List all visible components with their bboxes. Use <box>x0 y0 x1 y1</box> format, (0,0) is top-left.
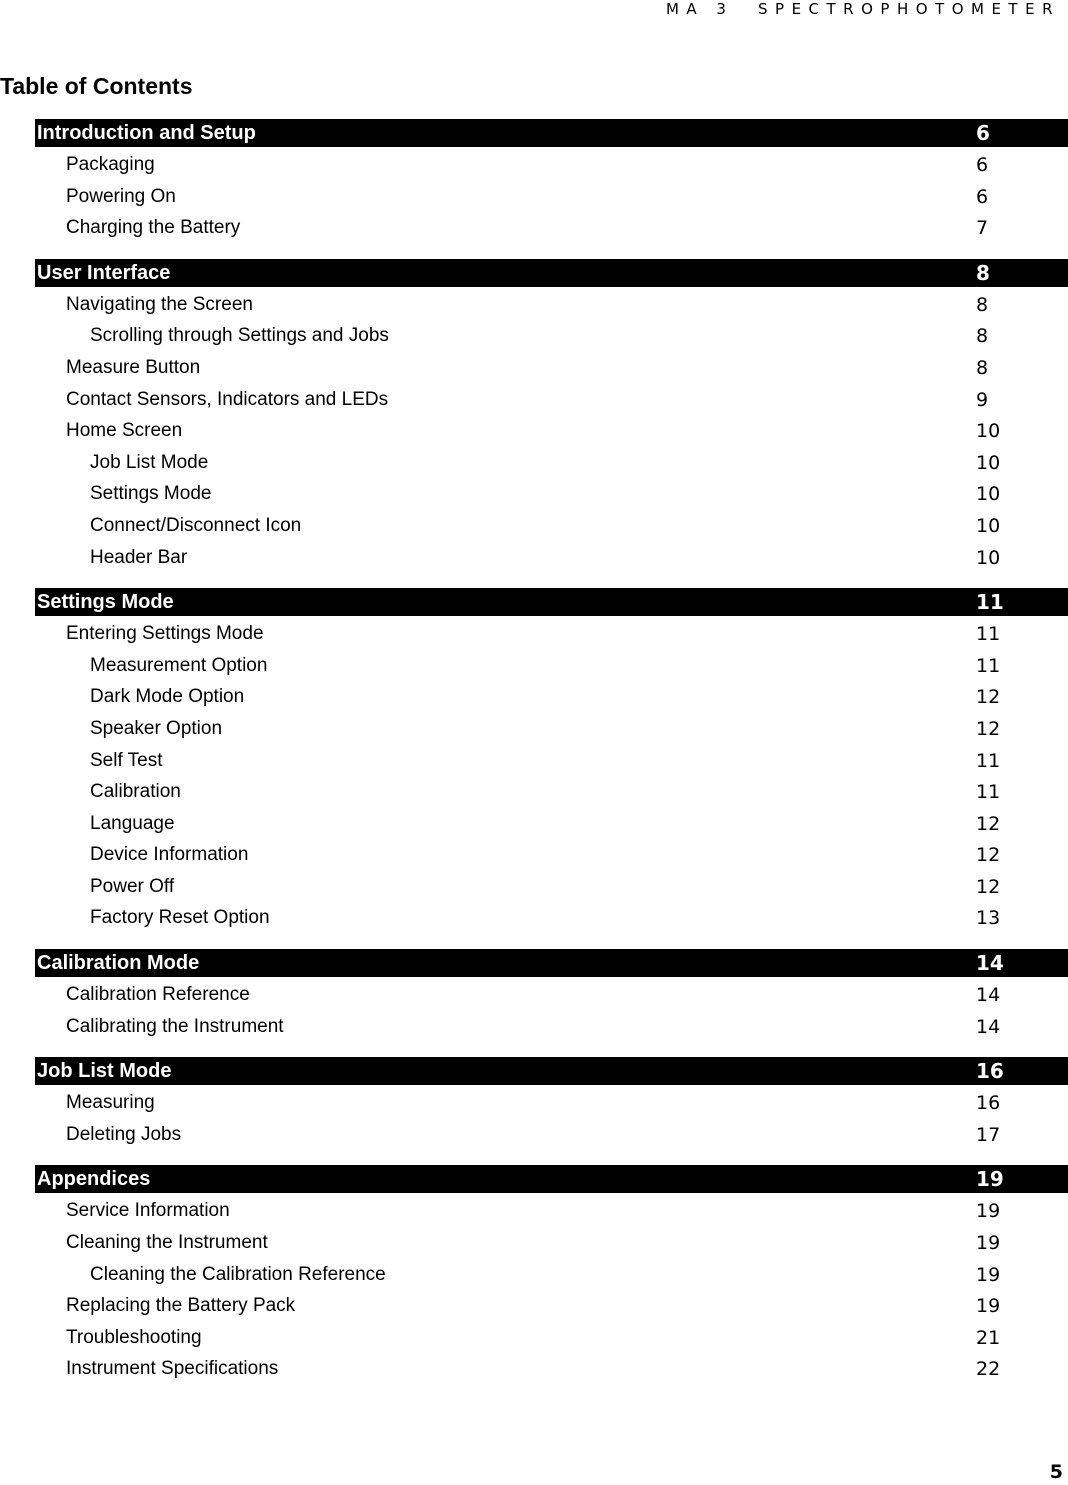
toc-entry-page: 14 <box>976 984 1001 1007</box>
toc-entry-page: 6 <box>976 185 989 208</box>
toc-entry[interactable] <box>35 1120 1068 1152</box>
section-heading-page: 19 <box>976 1167 1004 1192</box>
toc-entry[interactable] <box>35 416 1068 448</box>
section-heading-bar[interactable] <box>35 949 1068 977</box>
toc-entry-page: 16 <box>976 1092 1001 1115</box>
toc-entry-title: Dark Mode Option <box>90 686 245 708</box>
toc-entry[interactable] <box>35 1088 1068 1120</box>
section-entries <box>35 287 1068 574</box>
toc-entry-page: 21 <box>976 1326 1001 1349</box>
toc-entry-page: 12 <box>976 844 1001 867</box>
toc-entry-page: 19 <box>976 1295 1001 1318</box>
toc-section <box>35 119 1068 245</box>
toc-entry-title: Cleaning the Calibration Reference <box>90 1263 386 1285</box>
toc-entry-page: 8 <box>976 293 989 316</box>
toc-entry[interactable] <box>35 543 1068 575</box>
toc-entry-page: 19 <box>976 1263 1001 1286</box>
toc-entry[interactable] <box>35 213 1068 245</box>
running-header: MA 3 SPECTROPHOTOMETER <box>665 0 1060 18</box>
toc-entry-page: 10 <box>976 420 1001 443</box>
toc-entry-page: 19 <box>976 1200 1001 1223</box>
section-heading-bar[interactable] <box>35 1057 1068 1085</box>
toc-entry-page: 10 <box>976 451 1001 474</box>
toc-entry[interactable] <box>35 872 1068 904</box>
toc-entry-page: 12 <box>976 875 1001 898</box>
toc-entry-title: Job List Mode <box>90 451 209 473</box>
toc-entry-title: Power Off <box>90 875 175 897</box>
toc-entry[interactable] <box>35 448 1068 480</box>
toc-entry-title: Language <box>90 812 175 834</box>
toc-entry-title: Calibration <box>90 781 181 803</box>
toc-entry[interactable] <box>35 321 1068 353</box>
section-heading-title: Job List Mode <box>37 1060 172 1083</box>
toc-entry-page: 11 <box>976 623 1001 646</box>
toc-entry-title: Header Bar <box>90 546 188 568</box>
toc-section <box>35 1165 1068 1386</box>
toc-section <box>35 259 1068 574</box>
toc-entry[interactable] <box>35 385 1068 417</box>
section-heading-title: Settings Mode <box>37 591 174 614</box>
toc-entry-title: Self Test <box>90 749 163 771</box>
section-heading-page: 16 <box>976 1059 1004 1084</box>
section-heading-bar[interactable] <box>35 259 1068 287</box>
toc-entry[interactable] <box>35 651 1068 683</box>
toc-entry-title: Calibration Reference <box>66 984 250 1006</box>
toc-entry-page: 19 <box>976 1232 1001 1255</box>
toc-entry-page: 12 <box>976 717 1001 740</box>
toc-entry-title: Replacing the Battery Pack <box>66 1295 296 1317</box>
toc-entry-page: 12 <box>976 686 1001 709</box>
toc-entry[interactable] <box>35 980 1068 1012</box>
toc-entry-page: 14 <box>976 1015 1001 1038</box>
toc-entry-title: Charging the Battery <box>66 217 241 239</box>
toc-entry[interactable] <box>35 1260 1068 1292</box>
toc-entry[interactable] <box>35 809 1068 841</box>
toc-entry-title: Entering Settings Mode <box>66 623 264 645</box>
toc-entry[interactable] <box>35 682 1068 714</box>
toc-entry[interactable] <box>35 353 1068 385</box>
toc-section <box>35 949 1068 1043</box>
toc-entry-page: 11 <box>976 749 1001 772</box>
toc-entry[interactable] <box>35 1291 1068 1323</box>
toc-entry-page: 11 <box>976 654 1001 677</box>
toc-entry-title: Instrument Specifications <box>66 1358 279 1380</box>
section-heading-title: Appendices <box>37 1168 151 1191</box>
section-entries <box>35 1085 1068 1151</box>
toc-entry-page: 22 <box>976 1358 1001 1381</box>
toc-entry-page: 11 <box>976 781 1001 804</box>
toc-entry-title: Home Screen <box>66 420 183 442</box>
section-entries <box>35 147 1068 245</box>
toc-entry-page: 17 <box>976 1123 1001 1146</box>
page-number: 5 <box>1049 1461 1063 1483</box>
section-heading-bar[interactable] <box>35 588 1068 616</box>
toc-entry-title: Contact Sensors, Indicators and LEDs <box>66 388 389 410</box>
toc-entry-title: Service Information <box>66 1200 230 1222</box>
section-heading-page: 8 <box>976 260 990 285</box>
toc-entry-page: 10 <box>976 514 1001 537</box>
section-heading-page: 11 <box>976 590 1004 615</box>
toc-title: Table of Contents <box>0 73 193 99</box>
toc-entry-page: 7 <box>976 217 989 240</box>
section-heading-bar[interactable] <box>35 119 1068 147</box>
table-of-contents <box>35 119 1068 1400</box>
section-entries <box>35 616 1068 935</box>
section-entries <box>35 977 1068 1043</box>
toc-entry-page: 6 <box>976 154 989 176</box>
toc-entry-title: Settings Mode <box>90 483 212 505</box>
toc-entry-title: Factory Reset Option <box>90 907 270 929</box>
toc-entry[interactable] <box>35 746 1068 778</box>
toc-section <box>35 1057 1068 1151</box>
toc-entry-title: Deleting Jobs <box>66 1123 182 1145</box>
toc-entry[interactable] <box>35 777 1068 809</box>
section-heading-bar[interactable] <box>35 1165 1068 1193</box>
toc-entry-page: 10 <box>976 546 1001 569</box>
toc-entry[interactable] <box>35 290 1068 322</box>
toc-entry[interactable] <box>35 903 1068 935</box>
toc-entry-page: 8 <box>976 325 989 348</box>
toc-entry[interactable] <box>35 150 1068 182</box>
toc-entry-title: Calibrating the Instrument <box>66 1015 284 1037</box>
section-heading-title: Calibration Mode <box>37 952 200 975</box>
toc-entry[interactable] <box>35 1354 1068 1386</box>
toc-entry-title: Powering On <box>66 185 176 207</box>
toc-entry-title: Speaker Option <box>90 717 223 739</box>
toc-entry-title: Device Information <box>90 844 249 866</box>
toc-entry-title: Troubleshooting <box>66 1326 202 1348</box>
toc-entry-title: Measurement Option <box>90 654 268 676</box>
section-heading-title: User Interface <box>37 261 171 284</box>
toc-entry-title: Measure Button <box>66 356 201 378</box>
toc-entry-page: 10 <box>976 483 1001 506</box>
toc-entry-title: Connect/Disconnect Icon <box>90 514 302 536</box>
toc-entry[interactable] <box>35 840 1068 872</box>
toc-entry-page: 12 <box>976 812 1001 835</box>
section-heading-page: 6 <box>976 121 990 145</box>
toc-entry-title: Navigating the Screen <box>66 293 253 315</box>
toc-entry-title: Packaging <box>66 154 155 175</box>
toc-entry[interactable] <box>35 714 1068 746</box>
toc-entry[interactable] <box>35 1196 1068 1228</box>
toc-entry-page: 8 <box>976 356 989 379</box>
toc-section <box>35 588 1068 935</box>
toc-entry-title: Measuring <box>66 1092 155 1114</box>
toc-entry[interactable] <box>35 1228 1068 1260</box>
toc-entry[interactable] <box>35 1323 1068 1355</box>
section-heading-title: Introduction and Setup <box>37 122 256 144</box>
toc-entry-page: 13 <box>976 907 1001 930</box>
toc-entry-page: 9 <box>976 388 989 411</box>
section-entries <box>35 1193 1068 1386</box>
toc-entry-title: Cleaning the Instrument <box>66 1232 268 1254</box>
toc-entry[interactable] <box>35 1012 1068 1044</box>
toc-entry[interactable] <box>35 479 1068 511</box>
section-heading-page: 14 <box>976 951 1004 976</box>
toc-entry-title: Scrolling through Settings and Jobs <box>90 325 389 347</box>
toc-entry[interactable] <box>35 619 1068 651</box>
toc-entry[interactable] <box>35 511 1068 543</box>
toc-entry[interactable] <box>35 182 1068 214</box>
